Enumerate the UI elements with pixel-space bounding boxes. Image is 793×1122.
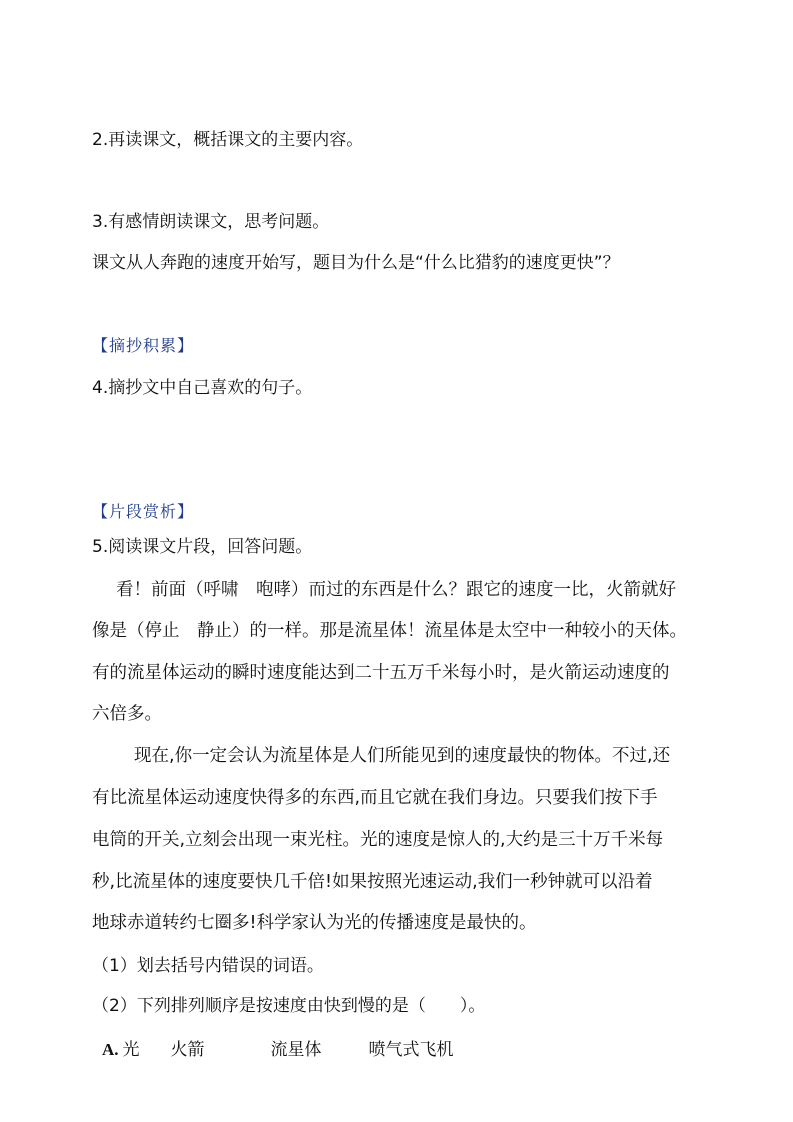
question-3: 3.有感情朗读课文，思考问题。 [92, 212, 330, 232]
section-heading-copy: 【摘抄积累】 [92, 336, 195, 355]
passage2-line: 秒,比流星体的速度要快几千倍!如果按照光速运动,我们一秒钟就可以沿着 [92, 872, 653, 892]
option-item: 火箭 [170, 1040, 205, 1060]
passage2-line: 现在,你一定会认为流星体是人们所能见到的速度最快的物体。不过,还 [134, 746, 671, 766]
passage1-line: 像是（停止 静止）的一样。那是流星体！流星体是太空中一种较小的天体。 [92, 621, 687, 641]
question-3-text: 课文从人奔跑的速度开始写，题目为什么是“什么比猎豹的速度更快”？ [92, 253, 620, 273]
sub-question-2: （2）下列排列顺序是按速度由快到慢的是（ ）。 [92, 996, 486, 1016]
passage1-line: 看！前面（呼啸 咆哮）而过的东西是什么？跟它的速度一比，火箭就好 [116, 580, 676, 600]
option-item: 喷气式飞机 [368, 1040, 454, 1060]
section-heading-analysis: 【片段赏析】 [92, 502, 195, 521]
passage1-line: 有的流星体运动的瞬时速度能达到二十五万千米每小时，是火箭运动速度的 [92, 663, 670, 683]
option-item: 流星体 [270, 1040, 322, 1060]
passage1-line: 六倍多。 [92, 704, 162, 724]
option-a-label: A. [102, 1040, 119, 1059]
question-5: 5.阅读课文片段，回答问题。 [92, 537, 313, 557]
passage2-line: 电筒的开关,立刻会出现一束光柱。光的速度是惊人的,大约是三十万千米每 [92, 830, 664, 850]
option-a [102, 1040, 454, 1060]
question-4: 4.摘抄文中自己喜欢的句子。 [92, 378, 313, 398]
question-2: 2.再读课文，概括课文的主要内容。 [92, 130, 364, 150]
passage2-line: 地球赤道转约七圈多!科学家认为光的传播速度是最快的。 [92, 913, 537, 933]
passage2-line: 有比流星体运动速度快得多的东西,而且它就在我们身边。只要我们按下手 [92, 788, 658, 808]
sub-question-1: （1）划去括号内错误的词语。 [92, 956, 324, 976]
option-item: 光 [122, 1040, 140, 1060]
